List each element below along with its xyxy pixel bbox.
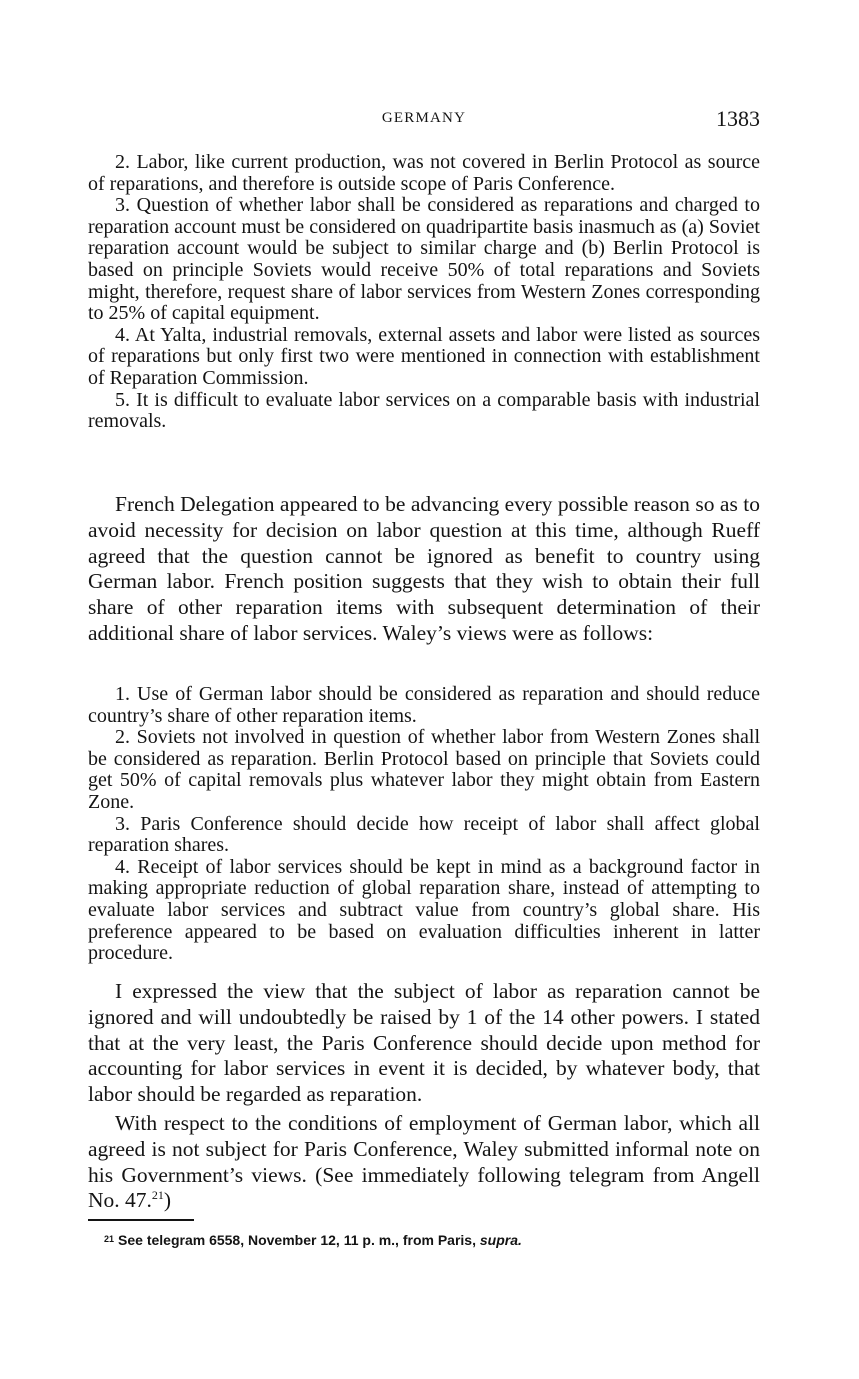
labor-points-list bbox=[88, 152, 760, 433]
list-item: 4. Receipt of labor services should be kept in mind as a background factor in making appropriate reduction of global reparation share, instead of attempting to evaluate labor services and subtract value from country’s global share. His preference appeared to be based on evaluation difficulties inherent in latter procedure. bbox=[88, 855, 760, 965]
list-item: 3. Paris Conference should decide how receipt of labor shall affect global reparation shares. bbox=[88, 812, 760, 857]
waley-views-list bbox=[88, 684, 760, 965]
french-delegation-paragraph bbox=[88, 492, 760, 647]
list-item: 5. It is difficult to evaluate labor services on a comparable basis with industrial removals. bbox=[88, 388, 760, 433]
running-title: GERMANY bbox=[381, 110, 467, 126]
list-item: 2. Labor, like current production, was not covered in Berlin Protocol as source of reparations, and therefore is outside scope of Paris Conference. bbox=[88, 151, 760, 195]
running-head bbox=[88, 106, 760, 136]
list-item: 4. At Yalta, industrial removals, external assets and labor were listed as sources of reparations but only first two were mentioned in connection with establishment of Reparation Commission. bbox=[88, 323, 760, 389]
body-paragraph: I expressed the view that the subject of labor as reparation cannot be ignored and will undoubtedly be raised by 1 of the 14 other powers. I stated that at the very least, the Paris Conference should decide upon method for accounting for labor services in event it is decided, by whatever body, that labor should be regarded as reparation. bbox=[88, 979, 760, 1107]
footnote-mark: 21 bbox=[104, 1234, 115, 1244]
footnote-text: See telegram 6558, November 12, 11 p. m., from Paris, bbox=[118, 1232, 480, 1248]
footnote-divider bbox=[88, 1219, 194, 1221]
list-item: 2. Soviets not involved in question of whether labor from Western Zones shall be considered as reparation. Berlin Protocol based on principle that Soviets could get 50% of capital removals plus whatever labor they might obtain from Eastern Zone. bbox=[88, 726, 760, 813]
footnote bbox=[104, 1230, 760, 1250]
list-item: 3. Question of whether labor shall be considered as reparations and charged to reparation account must be considered on quadripartite basis inasmuch as (a) Soviet reparation account would be subject to similar charge and (b) Berlin Protocol is based on principle Soviets would receive 50% of total reparations and Soviets might, therefore, request share of labor services from Western Zones corresponding to 25% of capital equipment. bbox=[88, 194, 760, 325]
page-number: 1383 bbox=[716, 106, 760, 131]
footnote-reference: 21 bbox=[151, 1188, 164, 1203]
paragraph-text: With respect to the conditions of employment of German labor, which all agreed is not subject for Paris Conference, Waley submitted informal note on his Government’s views. (See immediately following telegram from Angell No. 47. bbox=[88, 1110, 760, 1213]
list-item: 1. Use of German labor should be considered as reparation and should reduce country’s share of other reparation items. bbox=[88, 683, 760, 727]
paragraph-text-end: ) bbox=[163, 1188, 172, 1213]
body-paragraph bbox=[88, 1111, 760, 1214]
footnote-italic: supra. bbox=[479, 1232, 522, 1248]
body-paragraph: French Delegation appeared to be advancing every possible reason so as to avoid necessity for decision on labor question at this time, although Rueff agreed that the question cannot be ignored as benefit to country using German labor. French position suggests that they wish to obtain their full share of other reparation items with subsequent determination of their additional share of labor services. Waley’s views were as follows: bbox=[88, 492, 760, 645]
closing-paragraphs bbox=[88, 979, 760, 1214]
